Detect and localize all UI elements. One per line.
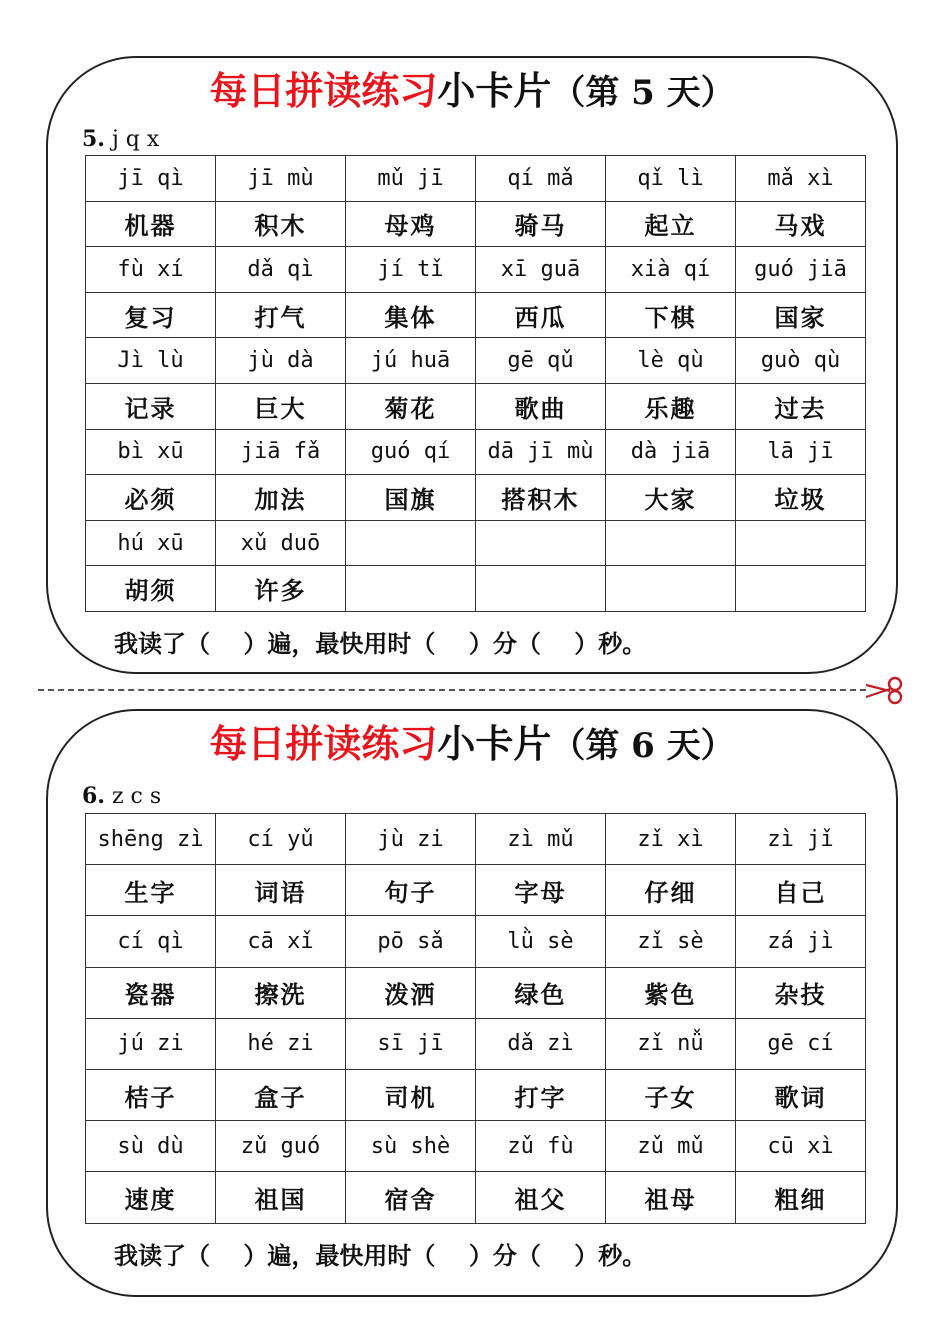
pinyin-cell: pō sǎ [346,916,476,967]
pinyin-cell: xī guā [476,247,606,293]
practice-card-day-5 [46,56,898,674]
pinyin-row [86,429,866,475]
pinyin-cell: xià qí [606,247,736,293]
hanzi-cell: 自己 [736,865,866,916]
hanzi-cell: 母鸡 [346,201,476,247]
card-title [48,719,896,771]
pinyin-cell: guò qù [736,338,866,384]
hanzi-cell: 积木 [216,201,346,247]
hanzi-cell: 祖母 [606,1172,736,1223]
pinyin-cell: zì mǔ [476,814,606,865]
pinyin-cell: zǔ fù [476,1121,606,1172]
hanzi-cell: 瓷器 [86,967,216,1018]
section-label [82,126,159,153]
pinyin-cell: shēng zì [86,814,216,865]
title-day: （第 5 天） [551,73,735,113]
hanzi-cell: 仔细 [606,865,736,916]
pinyin-cell: bì xū [86,429,216,475]
hanzi-cell: 杂技 [736,967,866,1018]
pinyin-cell [606,520,736,566]
pinyin-cell: jù dà [216,338,346,384]
hanzi-cell [606,566,736,612]
pinyin-cell: zǐ sè [606,916,736,967]
hanzi-cell: 紫色 [606,967,736,1018]
title-black-part: 小卡片 [437,721,552,766]
pinyin-cell: lǜ sè [476,916,606,967]
section-number: 6. [82,783,105,809]
pinyin-cell: lā jī [736,429,866,475]
pinyin-cell: cí yǔ [216,814,346,865]
hanzi-cell: 垃圾 [736,475,866,521]
hanzi-cell: 必须 [86,475,216,521]
pinyin-cell: hé zi [216,1018,346,1069]
hanzi-cell: 集体 [346,292,476,338]
pinyin-cell: fù xí [86,247,216,293]
pinyin-cell: jú huā [346,338,476,384]
pinyin-cell: guó jiā [736,247,866,293]
hanzi-cell: 乐趣 [606,383,736,429]
hanzi-cell: 祖国 [216,1172,346,1223]
hanzi-cell: 速度 [86,1172,216,1223]
hanzi-cell: 搭积木 [476,475,606,521]
pinyin-cell: sī jī [346,1018,476,1069]
hanzi-cell: 记录 [86,383,216,429]
pinyin-row [86,247,866,293]
pinyin-cell: jú zi [86,1018,216,1069]
pinyin-cell: zǐ nǚ [606,1018,736,1069]
hanzi-cell: 复习 [86,292,216,338]
pinyin-cell: jiā fǎ [216,429,346,475]
hanzi-cell [476,566,606,612]
pinyin-cell: dà jiā [606,429,736,475]
pinyin-cell: zǔ guó [216,1121,346,1172]
hanzi-cell [346,566,476,612]
pinyin-cell: jí tǐ [346,247,476,293]
cut-line [38,689,866,691]
hanzi-row [86,1069,866,1120]
pinyin-cell: jù zi [346,814,476,865]
pinyin-cell: dǎ qì [216,247,346,293]
hanzi-row [86,383,866,429]
hanzi-cell: 宿舍 [346,1172,476,1223]
pinyin-cell: jī mù [216,156,346,202]
hanzi-cell: 起立 [606,201,736,247]
title-red-part: 每日拼读练习 [209,721,438,766]
word-table [85,155,866,612]
pinyin-cell: cí qì [86,916,216,967]
card-title [48,66,896,118]
reading-record-line: 我读了（ ）遍，最快用时（ ）分（ ）秒。 [114,629,647,658]
hanzi-cell: 生字 [86,865,216,916]
hanzi-cell: 骑马 [476,201,606,247]
section-label [82,783,161,810]
hanzi-row [86,865,866,916]
pinyin-cell: sù shè [346,1121,476,1172]
hanzi-cell: 字母 [476,865,606,916]
hanzi-cell: 擦洗 [216,967,346,1018]
pinyin-row [86,338,866,384]
hanzi-cell: 巨大 [216,383,346,429]
pinyin-cell: hú xū [86,520,216,566]
hanzi-cell: 下棋 [606,292,736,338]
hanzi-cell: 打字 [476,1069,606,1120]
hanzi-cell [736,566,866,612]
hanzi-cell: 盒子 [216,1069,346,1120]
reading-record-line: 我读了（ ）遍，最快用时（ ）分（ ）秒。 [114,1241,647,1270]
pinyin-cell [736,520,866,566]
pinyin-cell: lè qù [606,338,736,384]
hanzi-cell: 胡须 [86,566,216,612]
hanzi-cell: 许多 [216,566,346,612]
pinyin-cell: gē qǔ [476,338,606,384]
title-black-part: 小卡片 [437,68,552,113]
pinyin-cell: cā xǐ [216,916,346,967]
pinyin-cell: Jì lù [86,338,216,384]
pinyin-cell: zì jǐ [736,814,866,865]
hanzi-cell: 句子 [346,865,476,916]
hanzi-row [86,475,866,521]
pinyin-cell: jī qì [86,156,216,202]
hanzi-cell: 粗细 [736,1172,866,1223]
pinyin-cell: xǔ duō [216,520,346,566]
title-day: （第 6 天） [551,726,735,766]
hanzi-cell: 过去 [736,383,866,429]
hanzi-cell: 马戏 [736,201,866,247]
section-letters: z c s [104,784,162,809]
hanzi-cell: 词语 [216,865,346,916]
section-number: 5. [82,126,105,152]
hanzi-cell: 菊花 [346,383,476,429]
pinyin-row [86,1018,866,1069]
hanzi-cell: 歌词 [736,1069,866,1120]
hanzi-cell: 司机 [346,1069,476,1120]
pinyin-cell: guó qí [346,429,476,475]
pinyin-cell: mǎ xì [736,156,866,202]
hanzi-cell: 国家 [736,292,866,338]
section-letters: j q x [104,127,160,152]
hanzi-cell: 打气 [216,292,346,338]
hanzi-cell: 歌曲 [476,383,606,429]
hanzi-row [86,1172,866,1223]
practice-card-day-6 [46,709,898,1297]
hanzi-cell: 泼洒 [346,967,476,1018]
pinyin-row [86,916,866,967]
hanzi-cell: 大家 [606,475,736,521]
pinyin-cell: qí mǎ [476,156,606,202]
pinyin-cell: mǔ jī [346,156,476,202]
pinyin-cell: zǐ xì [606,814,736,865]
pinyin-cell: zá jì [736,916,866,967]
pinyin-row [86,156,866,202]
hanzi-row [86,292,866,338]
hanzi-cell: 国旗 [346,475,476,521]
title-red-part: 每日拼读练习 [209,68,438,113]
hanzi-row [86,201,866,247]
scissors-icon [864,675,906,705]
hanzi-cell: 绿色 [476,967,606,1018]
pinyin-cell: dǎ zì [476,1018,606,1069]
pinyin-row [86,520,866,566]
hanzi-cell: 西瓜 [476,292,606,338]
pinyin-cell: cū xì [736,1121,866,1172]
pinyin-cell: zǔ mǔ [606,1121,736,1172]
pinyin-row [86,814,866,865]
word-table [85,813,866,1224]
pinyin-cell: qǐ lì [606,156,736,202]
pinyin-cell: dā jī mù [476,429,606,475]
hanzi-cell: 桔子 [86,1069,216,1120]
hanzi-row [86,967,866,1018]
hanzi-cell: 机器 [86,201,216,247]
pinyin-cell: sù dù [86,1121,216,1172]
pinyin-row [86,1121,866,1172]
hanzi-cell: 祖父 [476,1172,606,1223]
hanzi-row [86,566,866,612]
pinyin-cell: gē cí [736,1018,866,1069]
pinyin-cell [346,520,476,566]
hanzi-cell: 加法 [216,475,346,521]
pinyin-cell [476,520,606,566]
hanzi-cell: 子女 [606,1069,736,1120]
